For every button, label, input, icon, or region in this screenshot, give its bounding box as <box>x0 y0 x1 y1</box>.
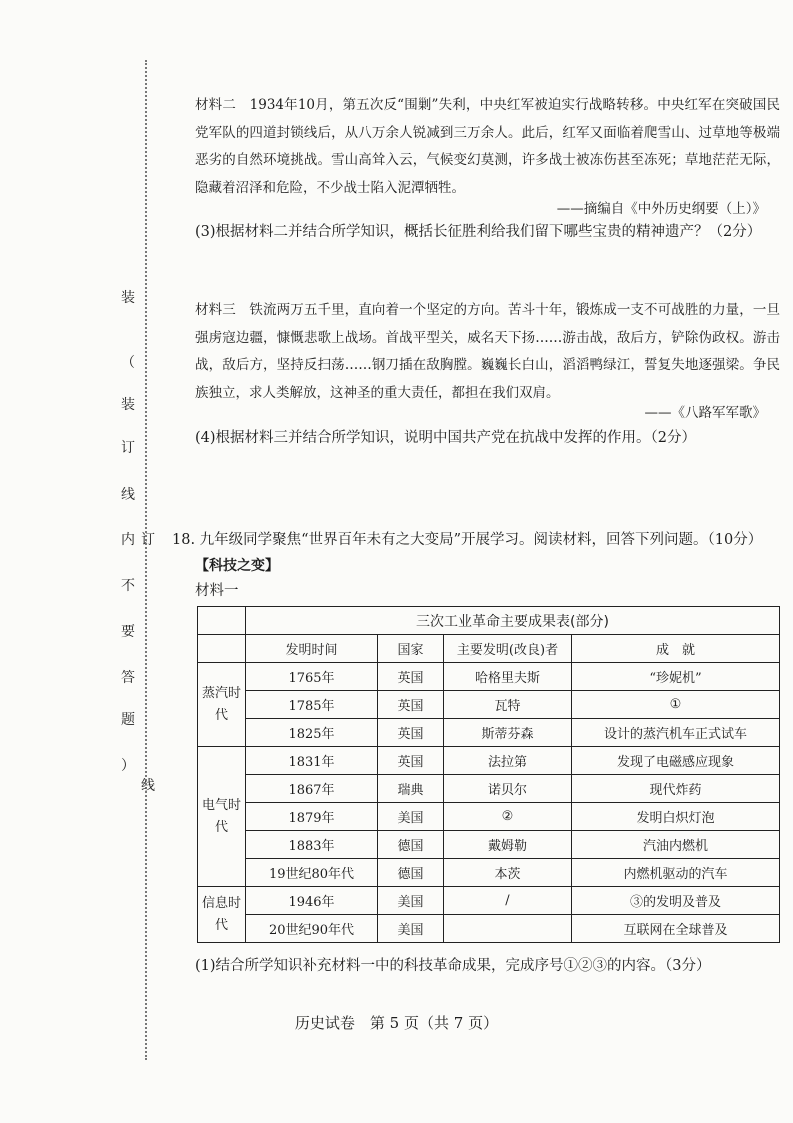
cell-country: 美国 <box>378 887 444 915</box>
binding-label-xian: 线 <box>141 778 155 794</box>
era-electric: 电气时代 <box>198 747 246 887</box>
cell-achievement: “珍妮机” <box>572 663 780 691</box>
binding-label-ding: 订 <box>141 532 155 548</box>
table-row <box>198 803 780 831</box>
cell-achievement-blank-3: ③的发明及普及 <box>572 887 780 915</box>
material-2-source-row <box>195 196 780 218</box>
cell-achievement: 现代炸药 <box>572 775 780 803</box>
cell-inventor: 法拉第 <box>444 747 572 775</box>
question-18-stem: 18. 九年级同学聚焦“世界百年未有之大变局”开展学习。阅读材料，回答下列问题。（10分） <box>172 532 763 548</box>
section-heading: 【科技之变】 <box>195 558 279 574</box>
question-4: (4)根据材料三并结合所学知识，说明中国共产党在抗战中发挥的作用。（2分） <box>195 430 697 446</box>
era-steam: 蒸汽时代 <box>198 663 246 747</box>
cell-country: 德国 <box>378 831 444 859</box>
header-inventor: 主要发明(改良)者 <box>444 635 572 663</box>
binding-dotted-line <box>145 60 147 1060</box>
table-header-row <box>198 635 780 663</box>
cell-inventor: 瓦特 <box>444 691 572 719</box>
cell-inventor: 戴姆勒 <box>444 831 572 859</box>
cell-achievement: 互联网在全球普及 <box>572 915 780 943</box>
seal-char: 答 <box>121 670 135 686</box>
cell-country: 英国 <box>378 691 444 719</box>
cell-achievement: 设计的蒸汽机车正式试车 <box>572 719 780 747</box>
material-2-source: ——摘编自《中外历史纲要（上）》 <box>556 201 766 217</box>
question-3: (3)根据材料二并结合所学知识，概括长征胜利给我们留下哪些宝贵的精神遗产？（2分） <box>195 224 762 240</box>
seal-char: 题 <box>121 712 135 728</box>
table-row <box>198 915 780 943</box>
cell-achievement-blank-1: ① <box>572 691 780 719</box>
era-information: 信息时代 <box>198 887 246 943</box>
cell-inventor: / <box>444 887 572 915</box>
binding-label-zhuang: 装 <box>121 290 135 306</box>
page-footer: 历史试卷 第 5 页（共 7 页） <box>294 1014 499 1032</box>
table-row <box>198 775 780 803</box>
table-row <box>198 887 780 915</box>
seal-char: 装 <box>121 397 135 413</box>
table-row <box>198 719 780 747</box>
material-3-text: 材料三 铁流两万五千里，直向着一个坚定的方向。苦斗十年，锻炼成一支不可战胜的力量，一旦强虏寇边疆，慷慨悲歌上战场。首战平型关，威名天下扬……游击战，敌后方，铲除伪政权。游击战，敌后方，坚持反扫荡……钢刀插在敌胸膛。巍巍长白山，滔滔鸭绿江，誓复失地逐强梁。争民族独立，求人类解放，这神圣的重大责任，都担在我们双肩。 <box>195 302 780 401</box>
cell-time: 1785年 <box>246 691 378 719</box>
cell-country: 德国 <box>378 859 444 887</box>
cell-time: 1825年 <box>246 719 378 747</box>
table-caption: 三次工业革命主要成果表(部分) <box>246 607 780 635</box>
material-3-source: ——《八路军军歌》 <box>644 405 766 421</box>
material-3-source-row <box>195 400 780 422</box>
table-corner-cell <box>198 635 246 663</box>
cell-achievement: 发现了电磁感应现象 <box>572 747 780 775</box>
cell-inventor: 哈格里夫斯 <box>444 663 572 691</box>
cell-country: 美国 <box>378 915 444 943</box>
cell-country: 美国 <box>378 803 444 831</box>
seal-char: 订 <box>121 440 135 456</box>
cell-time: 1867年 <box>246 775 378 803</box>
cell-country: 英国 <box>378 747 444 775</box>
cell-country: 瑞典 <box>378 775 444 803</box>
cell-inventor <box>444 915 572 943</box>
seal-char: ） <box>121 758 135 774</box>
seal-char: 线 <box>121 487 135 503</box>
seal-char: 不 <box>121 578 135 594</box>
table-row <box>198 831 780 859</box>
cell-time: 1765年 <box>246 663 378 691</box>
cell-country: 英国 <box>378 663 444 691</box>
cell-inventor-blank-2: ② <box>444 803 572 831</box>
table-row <box>198 859 780 887</box>
seal-char: 要 <box>121 624 135 640</box>
cell-achievement: 汽油内燃机 <box>572 831 780 859</box>
cell-country: 英国 <box>378 719 444 747</box>
cell-inventor: 本茨 <box>444 859 572 887</box>
seal-char: （ <box>121 355 135 371</box>
cell-time: 1831年 <box>246 747 378 775</box>
table-row <box>198 691 780 719</box>
cell-inventor: 斯蒂芬森 <box>444 719 572 747</box>
cell-time: 1879年 <box>246 803 378 831</box>
material-2-text: 材料二 1934年10月，第五次反“围剿”失利，中央红军被迫实行战略转移。中央红军在突破国民党军队的四道封锁线后，从八万余人锐减到三万余人。此后，红军又面临着爬雪山、过草地等极端恶劣的自然环境挑战。雪山高耸入云，气候变幻莫测，许多战士被冻伤甚至冻死；草地茫茫无际，隐藏着沼泽和危险，不少战士陷入泥潭牺牲。 <box>195 97 780 196</box>
cell-time: 1883年 <box>246 831 378 859</box>
header-country: 国家 <box>378 635 444 663</box>
industrial-revolution-table <box>197 606 780 943</box>
cell-achievement: 发明白炽灯泡 <box>572 803 780 831</box>
header-achievement: 成 就 <box>572 635 780 663</box>
cell-achievement: 内燃机驱动的汽车 <box>572 859 780 887</box>
header-time: 发明时间 <box>246 635 378 663</box>
material-1-label: 材料一 <box>195 583 239 599</box>
table-row <box>198 663 780 691</box>
cell-time: 1946年 <box>246 887 378 915</box>
seal-char: 内 <box>121 532 135 548</box>
table-row <box>198 747 780 775</box>
cell-time: 19世纪80年代 <box>246 859 378 887</box>
table-corner-cell <box>198 607 246 635</box>
question-18-1: (1)结合所学知识补充材料一中的科技革命成果，完成序号①②③的内容。（3分） <box>195 958 711 974</box>
cell-time: 20世纪90年代 <box>246 915 378 943</box>
cell-inventor: 诺贝尔 <box>444 775 572 803</box>
